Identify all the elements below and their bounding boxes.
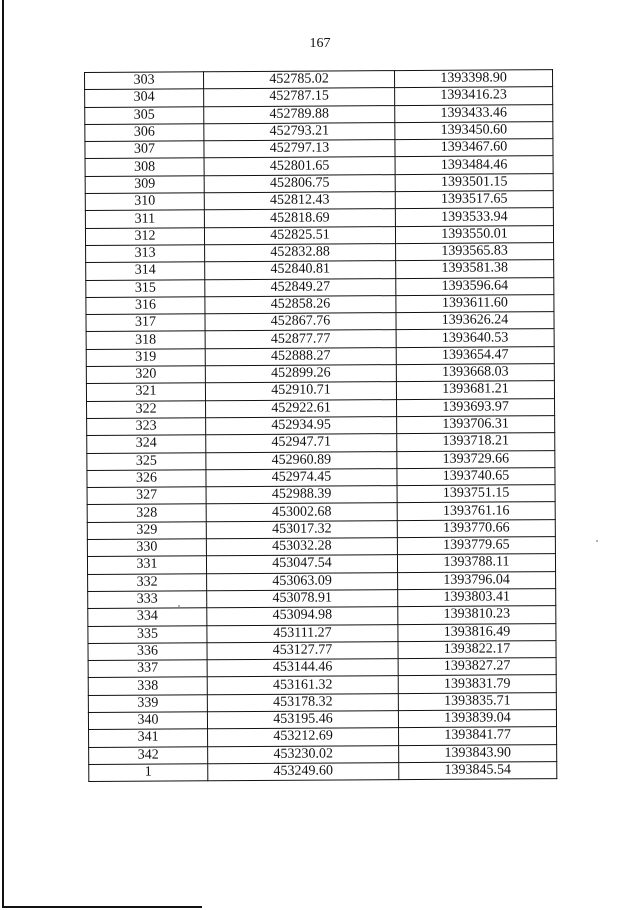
x-coordinate-cell: 452801.65 [204, 157, 395, 175]
point-number-cell: 330 [87, 539, 206, 557]
point-number-cell: 324 [87, 435, 206, 453]
y-coordinate-cell: 1393467.60 [395, 139, 553, 157]
x-coordinate-cell: 453063.09 [207, 572, 398, 590]
x-coordinate-cell: 452787.15 [204, 88, 395, 106]
x-coordinate-cell: 452858.26 [205, 295, 396, 313]
y-coordinate-cell: 1393611.60 [396, 294, 554, 312]
point-number-cell: 332 [88, 573, 207, 591]
y-coordinate-cell: 1393841.77 [399, 727, 557, 745]
x-coordinate-cell: 453144.46 [207, 659, 398, 677]
point-number-cell: 321 [86, 383, 205, 401]
x-coordinate-cell: 453094.98 [207, 607, 398, 625]
point-number-cell: 311 [85, 210, 204, 228]
point-number-cell: 338 [88, 677, 207, 695]
x-coordinate-cell: 452789.88 [204, 105, 395, 123]
coordinates-table [84, 69, 557, 782]
coordinates-table-wrapper [84, 69, 557, 782]
y-coordinate-cell: 1393822.17 [398, 640, 556, 658]
x-coordinate-cell: 453078.91 [207, 589, 398, 607]
y-coordinate-cell: 1393740.65 [397, 467, 555, 485]
point-number-cell: 310 [85, 193, 204, 211]
y-coordinate-cell: 1393803.41 [398, 589, 556, 607]
x-coordinate-cell: 452785.02 [204, 71, 395, 89]
x-coordinate-cell: 452877.77 [205, 330, 396, 348]
point-number-cell: 313 [86, 245, 205, 263]
x-coordinate-cell: 453032.28 [206, 538, 397, 556]
x-coordinate-cell: 452806.75 [204, 174, 395, 192]
point-number-cell: 329 [87, 521, 206, 539]
coordinates-table-body [85, 70, 557, 782]
point-number-cell: 336 [88, 643, 207, 661]
y-coordinate-cell: 1393770.66 [397, 519, 555, 537]
page-edge-left [2, 0, 4, 908]
x-coordinate-cell: 452818.69 [204, 209, 395, 227]
point-number-cell: 309 [85, 176, 204, 194]
x-coordinate-cell: 452840.81 [205, 261, 396, 279]
y-coordinate-cell: 1393816.49 [398, 623, 556, 641]
y-coordinate-cell: 1393668.03 [396, 364, 554, 382]
point-number-cell: 341 [89, 729, 208, 747]
point-number-cell: 339 [88, 694, 207, 712]
point-number-cell: 328 [87, 504, 206, 522]
x-coordinate-cell: 453178.32 [207, 693, 398, 711]
x-coordinate-cell: 452960.89 [206, 451, 397, 469]
point-number-cell: 322 [87, 400, 206, 418]
point-number-cell: 315 [86, 279, 205, 297]
point-number-cell: 307 [85, 141, 204, 159]
y-coordinate-cell: 1393761.16 [397, 502, 555, 520]
x-coordinate-cell: 453230.02 [208, 745, 399, 763]
point-number-cell: 316 [86, 297, 205, 315]
y-coordinate-cell: 1393398.90 [394, 70, 552, 88]
y-coordinate-cell: 1393779.65 [397, 537, 555, 555]
point-number-cell: 326 [87, 470, 206, 488]
scan-speck [596, 540, 598, 542]
y-coordinate-cell: 1393501.15 [395, 173, 553, 191]
y-coordinate-cell: 1393550.01 [395, 225, 553, 243]
y-coordinate-cell: 1393596.64 [396, 277, 554, 295]
point-number-cell: 331 [87, 556, 206, 574]
point-number-cell: 342 [89, 746, 208, 764]
x-coordinate-cell: 452947.71 [206, 434, 397, 452]
point-number-cell: 323 [87, 418, 206, 436]
point-number-cell: 304 [85, 89, 204, 107]
y-coordinate-cell: 1393839.04 [398, 710, 556, 728]
point-number-cell: 1 [89, 764, 208, 782]
y-coordinate-cell: 1393831.79 [398, 675, 556, 693]
x-coordinate-cell: 453195.46 [207, 711, 398, 729]
y-coordinate-cell: 1393693.97 [397, 398, 555, 416]
y-coordinate-cell: 1393718.21 [397, 433, 555, 451]
x-coordinate-cell: 452910.71 [205, 382, 396, 400]
y-coordinate-cell: 1393626.24 [396, 312, 554, 330]
x-coordinate-cell: 453017.32 [206, 520, 397, 538]
y-coordinate-cell: 1393706.31 [397, 416, 555, 434]
point-number-cell: 308 [85, 158, 204, 176]
y-coordinate-cell: 1393654.47 [396, 346, 554, 364]
y-coordinate-cell: 1393416.23 [395, 87, 553, 105]
point-number-cell: 325 [87, 452, 206, 470]
x-coordinate-cell: 453161.32 [207, 676, 398, 694]
x-coordinate-cell: 452797.13 [204, 140, 395, 158]
y-coordinate-cell: 1393751.15 [397, 485, 555, 503]
point-number-cell: 334 [88, 608, 207, 626]
x-coordinate-cell: 452922.61 [206, 399, 397, 417]
y-coordinate-cell: 1393729.66 [397, 450, 555, 468]
y-coordinate-cell: 1393796.04 [398, 571, 556, 589]
y-coordinate-cell: 1393827.27 [398, 658, 556, 676]
point-number-cell: 340 [88, 712, 207, 730]
y-coordinate-cell: 1393533.94 [395, 208, 553, 226]
y-coordinate-cell: 1393843.90 [399, 744, 557, 762]
y-coordinate-cell: 1393484.46 [395, 156, 553, 174]
page-edge-bottom [2, 906, 202, 908]
point-number-cell: 306 [85, 124, 204, 142]
x-coordinate-cell: 452825.51 [204, 226, 395, 244]
point-number-cell: 320 [86, 366, 205, 384]
point-number-cell: 333 [88, 591, 207, 609]
table-row [89, 762, 557, 782]
x-coordinate-cell: 452988.39 [206, 486, 397, 504]
x-coordinate-cell: 453127.77 [207, 641, 398, 659]
y-coordinate-cell: 1393450.60 [395, 122, 553, 140]
point-number-cell: 317 [86, 314, 205, 332]
x-coordinate-cell: 453212.69 [208, 728, 399, 746]
x-coordinate-cell: 452974.45 [206, 468, 397, 486]
x-coordinate-cell: 453047.54 [206, 555, 397, 573]
x-coordinate-cell: 453002.68 [206, 503, 397, 521]
x-coordinate-cell: 453249.60 [208, 762, 399, 780]
y-coordinate-cell: 1393835.71 [398, 692, 556, 710]
x-coordinate-cell: 452934.95 [206, 417, 397, 435]
page-number: 167 [309, 36, 331, 51]
x-coordinate-cell: 452812.43 [204, 192, 395, 210]
scan-speck [178, 605, 180, 607]
x-coordinate-cell: 452867.76 [205, 313, 396, 331]
x-coordinate-cell: 452849.27 [205, 278, 396, 296]
point-number-cell: 314 [86, 262, 205, 280]
y-coordinate-cell: 1393845.54 [399, 762, 557, 780]
point-number-cell: 312 [85, 227, 204, 245]
y-coordinate-cell: 1393788.11 [397, 554, 555, 572]
y-coordinate-cell: 1393565.83 [396, 243, 554, 261]
point-number-cell: 305 [85, 106, 204, 124]
point-number-cell: 318 [86, 331, 205, 349]
y-coordinate-cell: 1393517.65 [395, 191, 553, 209]
point-number-cell: 337 [88, 660, 207, 678]
x-coordinate-cell: 453111.27 [207, 624, 398, 642]
y-coordinate-cell: 1393810.23 [398, 606, 556, 624]
y-coordinate-cell: 1393581.38 [396, 260, 554, 278]
x-coordinate-cell: 452899.26 [205, 365, 396, 383]
x-coordinate-cell: 452888.27 [205, 347, 396, 365]
point-number-cell: 335 [88, 625, 207, 643]
y-coordinate-cell: 1393681.21 [396, 381, 554, 399]
y-coordinate-cell: 1393433.46 [395, 104, 553, 122]
point-number-cell: 303 [85, 72, 204, 90]
point-number-cell: 319 [86, 349, 205, 367]
y-coordinate-cell: 1393640.53 [396, 329, 554, 347]
x-coordinate-cell: 452793.21 [204, 122, 395, 140]
point-number-cell: 327 [87, 487, 206, 505]
x-coordinate-cell: 452832.88 [205, 244, 396, 262]
